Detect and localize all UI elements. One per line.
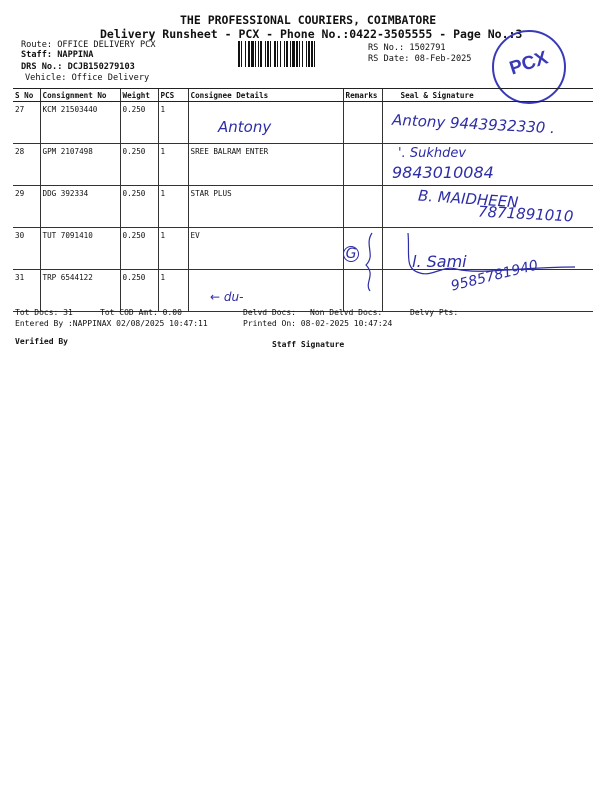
cell-consignee: EV (188, 228, 343, 270)
staff-signature-label: Staff Signature (272, 340, 345, 349)
barcode-bar (277, 41, 278, 67)
barcode-image (238, 41, 364, 67)
barcode-bar (292, 41, 295, 67)
barcode-bar (238, 41, 240, 67)
barcode-bar (308, 41, 310, 67)
cell-remarks (343, 144, 382, 186)
handwritten-remarks-30: G (343, 246, 359, 262)
col-header-remarks: Remarks (343, 89, 382, 102)
col-header-consignee: Consignee Details (188, 89, 343, 102)
cell-pcs: 1 (158, 186, 188, 228)
barcode-bar (311, 41, 313, 67)
cell-sno: 29 (13, 186, 40, 228)
total-cod-amount: Tot COD Amt: 0.00 (100, 308, 182, 317)
cell-weight: 0.250 (120, 270, 158, 312)
rs-number: RS No.: 1502791 (368, 43, 446, 53)
cell-sno: 30 (13, 228, 40, 270)
route-label: Route: OFFICE DELIVERY PCX (21, 40, 156, 50)
barcode-bar (306, 41, 307, 67)
cell-remarks (343, 186, 382, 228)
table-header-row (13, 89, 593, 102)
cell-pcs: 1 (158, 102, 188, 144)
barcode-bar (274, 41, 276, 67)
col-header-seal: Seal & Signature (382, 89, 593, 102)
barcode-bar (258, 41, 259, 67)
cell-consignee: STAR PLUS (188, 186, 343, 228)
printed-on: Printed On: 08-02-2025 10:47:24 (243, 319, 393, 328)
cell-sno: 27 (13, 102, 40, 144)
cell-sno: 31 (13, 270, 40, 312)
delivery-points: Delvy Pts: (410, 308, 459, 317)
company-title: THE PROFESSIONAL COURIERS, COIMBATORE (180, 13, 437, 27)
barcode-bar (314, 41, 315, 67)
cell-pcs: 1 (158, 270, 188, 312)
entered-by: Entered By :NAPPINAX 02/08/2025 10:47:11 (15, 319, 208, 328)
handwritten-seal-31-name: l. Sami (412, 252, 467, 271)
cell-sno: 28 (13, 144, 40, 186)
barcode-bar (241, 41, 242, 67)
handwritten-seal-27: Antony 9443932330 . (391, 110, 556, 138)
cell-pcs: 1 (158, 228, 188, 270)
col-header-pcs: PCS (158, 89, 188, 102)
barcode-bar (296, 41, 298, 67)
handwritten-consignee-27: Antony (218, 118, 272, 136)
barcode-bar (248, 41, 250, 67)
barcode-bar (299, 41, 300, 67)
signature-flourish (360, 225, 590, 295)
barcode-bar (280, 41, 281, 67)
staff-label: Staff: NAPPINA (21, 50, 94, 60)
delivered-docs: Delvd Docs: (243, 308, 296, 317)
barcode-bar (265, 41, 266, 67)
handwritten-seal-28-phone: 9843010084 (392, 163, 494, 182)
barcode-bar (270, 41, 271, 67)
cell-weight: 0.250 (120, 186, 158, 228)
non-delivered-docs: Non Delvd Docs: (310, 308, 383, 317)
col-header-sno: S No (13, 89, 40, 102)
cell-consignment: GPM 2107498 (40, 144, 120, 186)
barcode-bar (302, 41, 303, 67)
barcode-bar (245, 41, 246, 67)
total-docs: Tot Docs: 31 (15, 308, 73, 317)
vehicle-label: Vehicle: Office Delivery (25, 73, 150, 83)
cell-weight: 0.250 (120, 228, 158, 270)
handwritten-seal-28-name: '. Sukhdev (398, 146, 467, 161)
barcode-bar (267, 41, 269, 67)
drs-number: DRS No.: DCJB150279103 (21, 62, 135, 72)
cell-weight: 0.250 (120, 144, 158, 186)
cell-consignment: DDG 392334 (40, 186, 120, 228)
cell-weight: 0.250 (120, 102, 158, 144)
barcode-bar (255, 41, 256, 67)
barcode-bar (290, 41, 291, 67)
cell-consignment: KCM 21503440 (40, 102, 120, 144)
cell-consignee: SREE BALRAM ENTER (188, 144, 343, 186)
barcode-bar (286, 41, 288, 67)
pcx-stamp-text: PCX (507, 47, 551, 80)
handwritten-consignee-31: ← du- (210, 290, 244, 304)
rs-date: RS Date: 08-Feb-2025 (368, 54, 472, 64)
col-header-consignment: Consignment No (40, 89, 120, 102)
table-row (13, 144, 593, 186)
cell-consignment: TRP 6544122 (40, 270, 120, 312)
cell-pcs: 1 (158, 144, 188, 186)
verified-by-label: Verified By (15, 337, 68, 346)
cell-consignment: TUT 7091410 (40, 228, 120, 270)
col-header-weight: Weight (120, 89, 158, 102)
handwritten-seal-29-name: B. MAIDHEEN (417, 186, 519, 212)
handwritten-seal-31-phone: 9585781940 (449, 257, 540, 295)
barcode-bar (284, 41, 285, 67)
handwritten-seal-29-phone: 7871891010 (477, 202, 574, 226)
barcode-bar (251, 41, 254, 67)
cell-remarks (343, 102, 382, 144)
barcode-bar (260, 41, 262, 67)
runsheet-subtitle: Delivery Runsheet - PCX - Phone No.:0422-3505555 - Page No.:3 (100, 27, 523, 41)
